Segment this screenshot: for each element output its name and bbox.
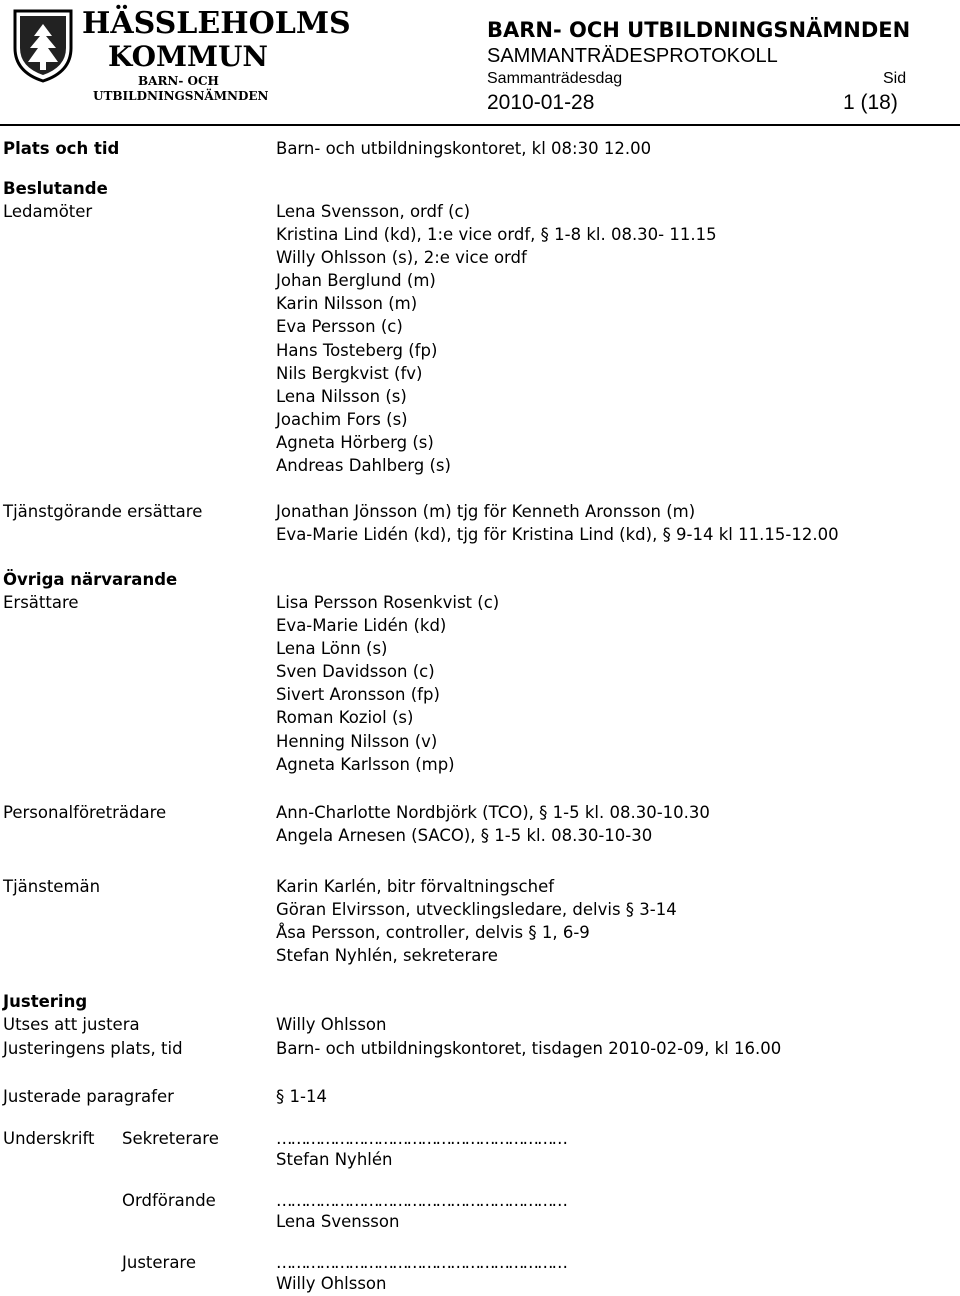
substitutes-label: Tjänstgörande ersättare: [3, 502, 203, 521]
adjustment-place-value: Barn- och utbildningskontoret, tisdagen 2010-02-09, kl 16.00: [276, 1039, 782, 1058]
signature-name: Lena Svensson: [276, 1212, 400, 1231]
coat-of-arms-icon: [12, 8, 74, 84]
signature-role: Sekreterare: [122, 1129, 219, 1148]
list-item: Henning Nilsson (v): [276, 731, 438, 751]
staff-reps-list: [276, 801, 710, 847]
officials-label: Tjänstemän: [3, 877, 101, 896]
page-number: 1 (18): [843, 91, 898, 114]
list-item: Angela Arnesen (SACO), § 1-5 kl. 08.30-10-30: [276, 826, 653, 846]
paragraphs-label: Justerade paragrafer: [3, 1087, 174, 1106]
signature-role: Ordförande: [122, 1191, 216, 1210]
signature-role: Justerare: [122, 1253, 197, 1272]
list-item: Lena Svensson, ordf (c): [276, 202, 471, 221]
signature-name: Stefan Nyhlén: [276, 1150, 393, 1169]
list-item: Jonathan Jönsson (m) tjg för Kenneth Aronsson (m): [276, 502, 696, 521]
logo-line2: KOMMUN: [108, 40, 268, 73]
paragraphs-value: § 1-14: [276, 1087, 327, 1106]
list-item: Andreas Dahlberg (s): [276, 456, 451, 476]
members-label: Ledamöter: [3, 202, 93, 221]
list-item: Agneta Karlsson (mp): [276, 754, 455, 774]
substitutes-list: [276, 500, 839, 546]
logo-line3: BARN- OCH: [138, 74, 219, 88]
signature-name: Willy Ohlsson: [276, 1274, 387, 1293]
logo-line1: HÄSSLEHOLMS: [82, 6, 351, 41]
page-label: Sid: [883, 70, 907, 87]
board-title: BARN- OCH UTBILDNINGSNÄMNDEN: [487, 18, 911, 42]
logo-line4: UTBILDNINGSNÄMNDEN: [93, 89, 269, 103]
adjustment-heading: Justering: [3, 992, 88, 1011]
signature-line: ……………………………………………………: [276, 1191, 566, 1210]
members-list: [276, 200, 717, 477]
signature-label: Underskrift: [3, 1129, 95, 1148]
list-item: Joachim Fors (s): [276, 409, 408, 429]
list-item: Lena Lönn (s): [276, 639, 388, 659]
appointed-value: Willy Ohlsson: [276, 1015, 387, 1034]
list-item: Karin Nilsson (m): [276, 294, 418, 314]
list-item: Karin Karlén, bitr förvaltningschef: [276, 877, 555, 896]
list-item: Hans Tosteberg (fp): [276, 340, 438, 360]
document-type: SAMMANTRÄDESPROTOKOLL: [487, 45, 778, 67]
adjustment-place-label: Justeringens plats, tid: [3, 1039, 183, 1058]
signature-line: ……………………………………………………: [276, 1129, 566, 1148]
list-item: Göran Elvirsson, utvecklingsledare, delvis § 3-14: [276, 900, 677, 920]
appointed-label: Utses att justera: [3, 1015, 140, 1034]
decision-heading: Beslutande: [3, 179, 108, 198]
list-item: Nils Bergkvist (fv): [276, 363, 423, 383]
list-item: Kristina Lind (kd), 1:e vice ordf, § 1-8 kl. 08.30- 11.15: [276, 225, 717, 245]
place-label: Plats och tid: [3, 139, 120, 158]
signature-line: ……………………………………………………: [276, 1253, 566, 1272]
list-item: Lena Nilsson (s): [276, 386, 407, 406]
list-item: Willy Ohlsson (s), 2:e vice ordf: [276, 248, 527, 268]
alternates-label: Ersättare: [3, 593, 79, 612]
list-item: Eva-Marie Lidén (kd): [276, 616, 447, 636]
list-item: Eva-Marie Lidén (kd), tjg för Kristina Lind (kd), § 9-14 kl 11.15-12.00: [276, 525, 839, 545]
alternates-list: [276, 591, 499, 776]
officials-list: [276, 875, 677, 967]
staff-reps-label: Personalföreträdare: [3, 803, 167, 822]
list-item: Sivert Aronsson (fp): [276, 685, 440, 705]
list-item: Ann-Charlotte Nordbjörk (TCO), § 1-5 kl. 08.30-10.30: [276, 803, 710, 822]
list-item: Åsa Persson, controller, delvis § 1, 6-9: [276, 923, 590, 943]
list-item: Roman Koziol (s): [276, 708, 414, 728]
list-item: Eva Persson (c): [276, 317, 403, 337]
place-value: Barn- och utbildningskontoret, kl 08:30 12.00: [276, 139, 652, 158]
others-heading: Övriga närvarande: [3, 570, 178, 589]
meeting-date-label: Sammanträdesdag: [487, 70, 623, 87]
list-item: Sven Davidsson (c): [276, 662, 435, 682]
list-item: Agneta Hörberg (s): [276, 432, 434, 452]
list-item: Johan Berglund (m): [276, 271, 436, 291]
list-item: Lisa Persson Rosenkvist (c): [276, 593, 500, 612]
list-item: Stefan Nyhlén, sekreterare: [276, 946, 498, 966]
header-divider: [0, 124, 960, 126]
meeting-date: 2010-01-28: [487, 91, 595, 114]
